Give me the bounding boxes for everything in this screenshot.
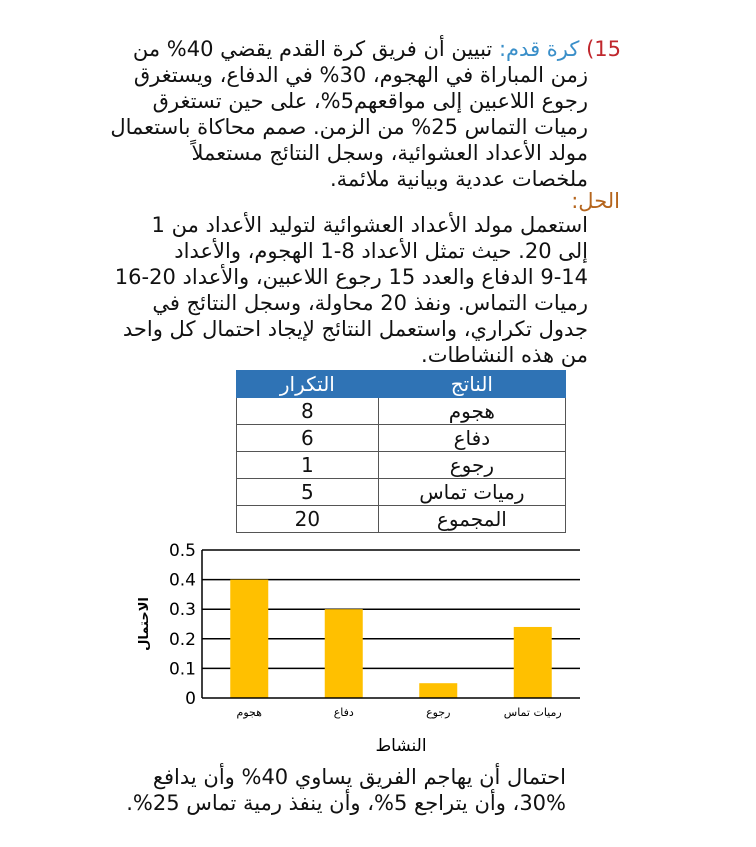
cell-outcome: رجوع [378, 452, 565, 479]
cell-frequency: 1 [237, 452, 379, 479]
problem-text-line: رميات التماس 25% من الزمن. صمم محاكاة باستعمال [110, 115, 588, 139]
conclusion-line: 30%، وأن يتراجع 5%، وأن ينفذ رمية تماس 25%. [126, 791, 566, 815]
problem-text-line: تبيين أن فريق كرة القدم يقضي 40% من [132, 37, 493, 61]
table-row [237, 479, 566, 506]
problem-line-1 [21, 36, 621, 62]
bar [419, 683, 457, 698]
chart-y-ticks [169, 541, 196, 709]
table-row [237, 425, 566, 452]
problem-text-line: زمن المباراة في الهجوم، 30% في الدفاع، ويستغرق [133, 63, 588, 87]
y-tick-label: 0.3 [168, 600, 196, 621]
y-tick-label: 0.2 [168, 629, 196, 650]
table-row [237, 398, 566, 425]
cell-outcome: المجموع [378, 506, 565, 533]
probability-bar-chart [130, 540, 600, 765]
solution-body [28, 212, 588, 368]
cell-frequency: 5 [237, 479, 379, 506]
chart-x-axis-label: النشاط [375, 736, 427, 756]
bar [325, 609, 363, 698]
table-header-row [237, 371, 566, 398]
solution-text-line: 9-14 الدفاع والعدد 15 رجوع اللاعبين، والأعداد 20-16 [114, 265, 588, 289]
cell-frequency: 20 [237, 506, 379, 533]
solution-text-line: استعمل مولد الأعداد العشوائية لتوليد الأعداد من 1 [151, 213, 588, 237]
solution-text-line: إلى 20. حيث تمثل الأعداد 8-1 الهجوم، والأعداد [174, 239, 588, 263]
cell-outcome: رميات تماس [378, 479, 565, 506]
solution-text-line: جدول تكراري، واستعمل النتائج لإيجاد احتمال كل واحد [122, 317, 588, 341]
header-frequency: التكرار [237, 371, 379, 398]
chart-x-ticks [237, 706, 562, 719]
y-tick-label: 0.5 [168, 541, 196, 561]
table-row [237, 452, 566, 479]
x-tick-label: دفاع [333, 706, 354, 719]
solution-text-line: رميات التماس. ونفذ 20 محاولة، وسجل النتائج في [152, 291, 588, 315]
header-outcome: الناتج [378, 371, 565, 398]
cell-frequency: 6 [237, 425, 379, 452]
chart-y-axis-label: الاحتمال [137, 597, 152, 651]
y-tick-label: 0.4 [168, 570, 196, 591]
problem-body [28, 62, 588, 192]
bar [514, 627, 552, 698]
y-tick-label: 0 [185, 689, 196, 709]
x-tick-label: رجوع [426, 706, 451, 719]
cell-frequency: 8 [237, 398, 379, 425]
problem-number: 15) [586, 37, 621, 61]
conclusion-block [6, 764, 566, 816]
cell-outcome: دفاع [378, 425, 565, 452]
problem-text-line: ملخصات عددية وبيانية ملائمة. [329, 167, 588, 191]
problem-block [21, 36, 621, 62]
problem-text-line: رجوع اللاعبين إلى مواقعهم5%، على حين تستغرق [152, 89, 588, 113]
problem-text-line: مولد الأعداد العشوائية، وسجل النتائج مستعملاً [191, 141, 588, 165]
problem-title: كرة قدم: [498, 37, 580, 61]
cell-outcome: هجوم [378, 398, 565, 425]
x-tick-label: رميات تماس [503, 706, 562, 719]
x-tick-label: هجوم [236, 706, 262, 719]
solution-label: الحل: [571, 189, 620, 213]
bar [230, 580, 268, 698]
y-tick-label: 0.1 [168, 659, 196, 680]
table-row [237, 506, 566, 533]
solution-text-line: من هذه النشاطات. [421, 343, 588, 367]
frequency-table [236, 370, 566, 533]
conclusion-line: احتمال أن يهاجم الفريق يساوي 40% وأن يدافع [152, 765, 566, 789]
